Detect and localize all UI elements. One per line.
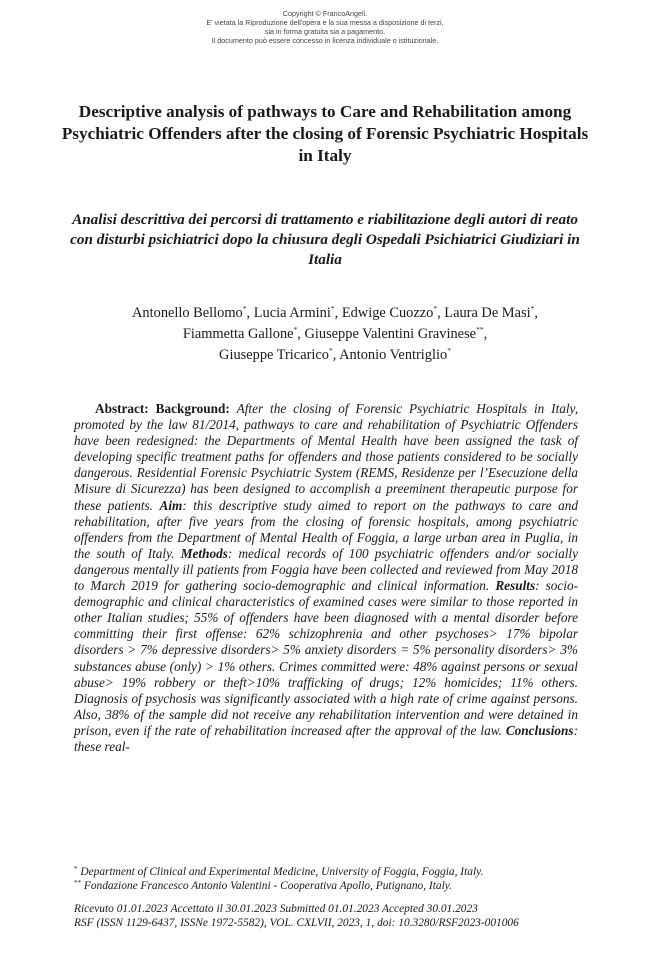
footnote <box>74 865 578 879</box>
footnote <box>74 879 578 893</box>
paper-subtitle-italian: Analisi descrittiva dei percorsi di trattamento e riabilitazione degli autori di reato con disturbi psichiatrici dopo la chiusura degli Ospedali Psichiatrici Giudiziari in Italia <box>70 211 580 268</box>
background-text: After the closing of Forensic Psychiatric Hospitals in Italy, promoted by the law 81/2014, pathways to care and rehabilitation of Psychiatric Offenders have been redesigned: the Departments of Mental Health have been assigned the task of developing specific treatment paths for offenders and those patients considered to be socially dangerous. Residential Forensic Psychiatric System (REMS, Residenze per l’Esecuzione della Misure di Sicurezza) has been designed to accomplish a preeminent therapeutic purpose for these patients. <box>74 401 579 513</box>
methods-text: : medical records of 100 psychiatric offenders and/or socially dangerous mentally ill patients from Foggia have been collected and reviewed from May 2018 to March 2019 for gathering socio-demographic and clinical information. <box>74 545 578 594</box>
aim-label: Aim <box>159 497 183 513</box>
author-name: Giuseppe Tricarico <box>219 347 329 363</box>
background-label: Background: <box>155 401 230 416</box>
abstract-label: Abstract: <box>95 401 149 416</box>
affiliation-mark: * <box>433 304 438 313</box>
affiliation-mark: * <box>242 304 247 313</box>
footnote-text: Department of Clinical and Experimental Medicine, University of Foggia, Foggia, Italy. <box>80 866 484 878</box>
author-name: Antonello Bellomo <box>132 305 243 321</box>
copyright-line: E' vietata la Riproduzione dell'opera e la sua messa a disposizione di terzi, <box>206 18 444 27</box>
affiliation-mark: * <box>330 304 335 313</box>
abstract <box>74 401 578 755</box>
affiliation-footnotes <box>74 865 578 893</box>
aim-text: : this descriptive study aimed to report on the pathways to care and rehabilitation, after five years from the closing of forensic hospitals, among psychiatric offenders from the Department of Mental Health of Foggia, a large urban area in Puglia, in the south of Italy. <box>74 497 579 561</box>
author-name: Laura De Masi <box>444 305 531 321</box>
copyright-line: sia in forma gratuita sia a pagamento. <box>264 27 386 36</box>
author-name: Giuseppe Valentini Gravinese <box>304 326 477 342</box>
publication-info <box>74 902 594 930</box>
footnote-mark: ** <box>74 879 81 887</box>
results-label: Results <box>495 578 536 594</box>
affiliation-mark: * <box>328 346 333 355</box>
copyright-line: Il documento può essere concesso in licenza individuale o istituzionale. <box>211 36 439 45</box>
copyright-notice <box>0 9 650 45</box>
author-name: Edwige Cuozzo <box>341 305 434 321</box>
author-name: Lucia Armini <box>253 305 331 321</box>
copyright-line: Copyright © FrancoAngeli. <box>282 9 368 18</box>
footnote-mark: * <box>74 865 78 873</box>
results-text: : socio-demographic and clinical characteristics of examined cases were similar to those reported in other Italian studies; 55% of offenders have been diagnosed with a mental disorder before committing their first offense: 62% schizophrenia and other psychoses> 17% bipolar disorders > 7% depressive disorders> 5% anxiety disorders = 5% personality disorders> 3% substances abuse (only) > 1% others. Crimes committed were: 48% against persons or sexual abuse> 19% robbery or theft>10% trafficking of drugs; 12% homicides; 11% others. Diagnosis of psychosis was significantly associated with a high rate of crime against persons. Also, 38% of the sample did not receive any rehabilitation intervention and were detained in prison, even if the rate of rehabilitation increased after the approval of the law. <box>74 578 579 738</box>
affiliation-mark: ** <box>476 325 484 334</box>
affiliation-mark: * <box>530 304 535 313</box>
methods-label: Methods <box>180 545 228 561</box>
author-name: Antonio Ventriglio <box>339 347 448 363</box>
footnote-text: Fondazione Francesco Antonio Valentini - Cooperativa Apollo, Putignano, Italy. <box>83 880 453 892</box>
conclusions-label: Conclusions <box>505 722 574 738</box>
affiliation-mark: * <box>293 325 298 334</box>
affiliation-mark: * <box>447 346 451 355</box>
conclusions-text: : these real- <box>74 722 578 754</box>
received-dates: Ricevuto 01.01.2023 Accettato il 30.01.2023 Submitted 01.01.2023 Accepted 30.01.2023 <box>74 903 478 915</box>
author-list: Antonello Bellomo*, Lucia Armini*, Edwige Cuozzo*, Laura De Masi*, Fiammetta Gallone*, Giuseppe Valentini Gravinese**, Giuseppe Tricarico*, Antonio Ventriglio* <box>132 304 538 363</box>
journal-citation: RSF (ISSN 1129-6437, ISSNe 1972-5582), VOL. CXLVII, 2023, 1, doi: 10.3280/RSF2023-001006 <box>74 917 519 929</box>
author-name: Fiammetta Gallone <box>182 326 294 342</box>
paper-title: Descriptive analysis of pathways to Care and Rehabilitation among Psychiatric Offenders after the closing of Forensic Psychiatric Hospitals in Italy <box>61 102 589 165</box>
